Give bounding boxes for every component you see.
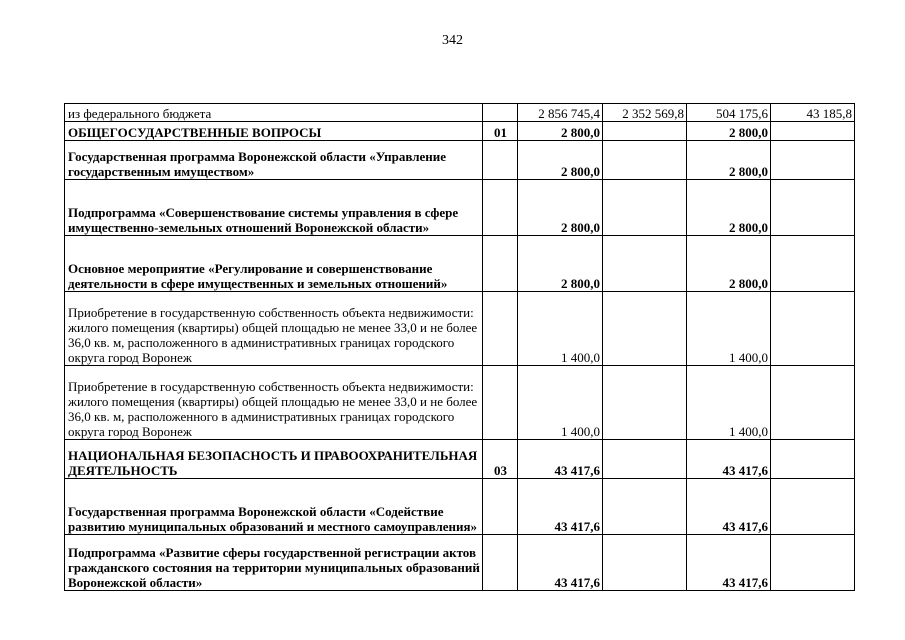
row-total: 1 400,0	[518, 292, 603, 366]
row-total: 43 417,6	[518, 479, 603, 535]
row-col2: 2 352 569,8	[603, 104, 687, 122]
row-total: 2 800,0	[518, 236, 603, 292]
row-code	[483, 180, 518, 236]
row-col3: 504 175,6	[687, 104, 771, 122]
row-total: 2 800,0	[518, 141, 603, 180]
row-col3: 2 800,0	[687, 236, 771, 292]
row-name: Подпрограмма «Развитие сферы государственной регистрации актов гражданского состояния на территории муниципальных образований Воронежской области»	[65, 535, 483, 591]
row-col4	[771, 122, 855, 141]
row-col4	[771, 180, 855, 236]
row-total: 43 417,6	[518, 440, 603, 479]
table-row	[65, 122, 855, 141]
row-code	[483, 292, 518, 366]
row-code	[483, 236, 518, 292]
row-col3: 2 800,0	[687, 141, 771, 180]
row-total: 2 856 745,4	[518, 104, 603, 122]
row-name: НАЦИОНАЛЬНАЯ БЕЗОПАСНОСТЬ И ПРАВООХРАНИТЕЛЬНАЯ ДЕЯТЕЛЬНОСТЬ	[65, 440, 483, 479]
row-col2	[603, 366, 687, 440]
row-code	[483, 479, 518, 535]
row-name: Приобретение в государственную собственность объекта недвижимости: жилого помещения (квартиры) общей площадью не менее 33,0 и не более 36,0 кв. м, расположенного в административных границах городского округа город Воронеж	[65, 366, 483, 440]
row-col2	[603, 141, 687, 180]
row-code	[483, 104, 518, 122]
row-col3: 2 800,0	[687, 122, 771, 141]
row-col3: 2 800,0	[687, 180, 771, 236]
row-col4	[771, 236, 855, 292]
row-col2	[603, 479, 687, 535]
budget-table	[64, 103, 855, 591]
row-col3: 1 400,0	[687, 366, 771, 440]
row-col4	[771, 535, 855, 591]
row-total: 2 800,0	[518, 122, 603, 141]
table-row	[65, 236, 855, 292]
row-col4	[771, 366, 855, 440]
table-row	[65, 366, 855, 440]
table-row	[65, 479, 855, 535]
table-row	[65, 180, 855, 236]
row-code	[483, 535, 518, 591]
row-col2	[603, 236, 687, 292]
row-code	[483, 141, 518, 180]
row-total: 1 400,0	[518, 366, 603, 440]
table-row	[65, 104, 855, 122]
row-col2	[603, 292, 687, 366]
page-number: 342	[442, 33, 463, 48]
row-col3: 43 417,6	[687, 440, 771, 479]
row-col3: 43 417,6	[687, 479, 771, 535]
table-row	[65, 440, 855, 479]
row-col2	[603, 440, 687, 479]
row-total: 43 417,6	[518, 535, 603, 591]
row-name: Приобретение в государственную собственность объекта недвижимости: жилого помещения (квартиры) общей площадью не менее 33,0 и не более 36,0 кв. м, расположенного в административных границах городского округа город Воронеж	[65, 292, 483, 366]
row-name: Основное мероприятие «Регулирование и совершенствование деятельности в сфере имущественных и земельных отношений»	[65, 236, 483, 292]
row-code	[483, 366, 518, 440]
row-code: 01	[483, 122, 518, 141]
row-col3: 43 417,6	[687, 535, 771, 591]
table-row	[65, 292, 855, 366]
row-col4: 43 185,8	[771, 104, 855, 122]
row-col4	[771, 479, 855, 535]
row-col2	[603, 180, 687, 236]
row-name: Государственная программа Воронежской области «Управление государственным имуществом»	[65, 141, 483, 180]
table-row	[65, 141, 855, 180]
row-col4	[771, 440, 855, 479]
row-name: из федерального бюджета	[65, 104, 483, 122]
row-col4	[771, 141, 855, 180]
row-col2	[603, 122, 687, 141]
row-name: Государственная программа Воронежской области «Содействие развитию муниципальных образований и местного самоуправления»	[65, 479, 483, 535]
row-name: ОБЩЕГОСУДАРСТВЕННЫЕ ВОПРОСЫ	[65, 122, 483, 141]
row-col3: 1 400,0	[687, 292, 771, 366]
row-total: 2 800,0	[518, 180, 603, 236]
row-col2	[603, 535, 687, 591]
row-name: Подпрограмма «Совершенствование системы управления в сфере имущественно-земельных отношений Воронежской области»	[65, 180, 483, 236]
table-row	[65, 535, 855, 591]
row-col4	[771, 292, 855, 366]
row-code: 03	[483, 440, 518, 479]
